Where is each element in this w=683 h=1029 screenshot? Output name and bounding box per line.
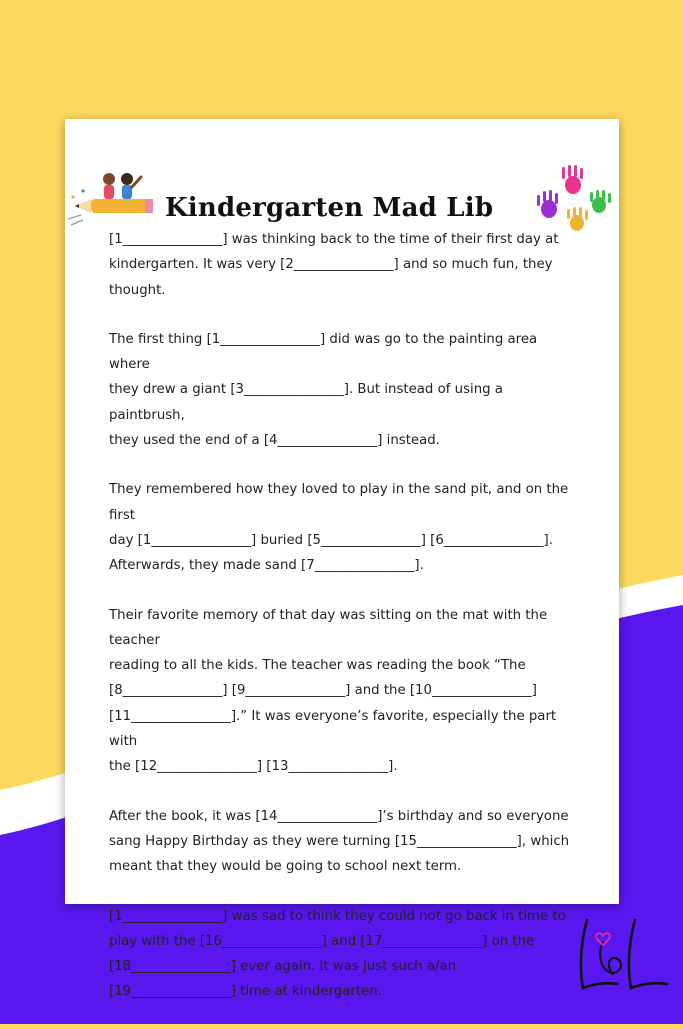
story-paragraph-2: The first thing [1_______________] did was go to the painting area where they drew a giant [3_______________]. But instead of using a paintbrush, they used the end of a [4_______________] instead.	[109, 331, 538, 449]
story-paragraph-3: They remembered how they loved to play in the sand pit, and on the first day [1_______________] buried [5_______________] [6_______________]. Afterwards, they made sand [7_______________].	[109, 482, 569, 574]
story-paragraph-1: [1_______________] was thinking back to the time of their first day at kindergarten. It was very [2_______________] and so much fun, they thought.	[109, 232, 559, 298]
story-paragraph-5: After the book, it was [14_______________]’s birthday and so everyone sang Happy Birthday as they were turning [15_______________], which meant that they would be going to school next term.	[109, 808, 570, 875]
kids-on-pencil-icon	[65, 169, 165, 229]
mad-lib-sheet	[65, 119, 619, 1000]
page-title: Kindergarten Mad Lib	[165, 193, 494, 223]
story-paragraph-4: Their favorite memory of that day was sitting on the mat with the teacher reading to all the kids. The teacher was reading the book “The [8_______________] [9_______________] and the [10_______________] [11_______________].” It was everyone’s favorite, especially the part with the [12_______________] [13_______________].	[109, 607, 557, 775]
sheet-header	[65, 149, 619, 239]
story-text	[109, 227, 579, 1029]
brand-monogram-logo	[573, 912, 673, 996]
story-paragraph-6: [1_______________] was sad to think they could not go back in time to play with the [16_______________] and [17_______________] on the [18_______________] ever again. It was just such a/an [19_______________] time at kindergarten.	[109, 908, 566, 1000]
